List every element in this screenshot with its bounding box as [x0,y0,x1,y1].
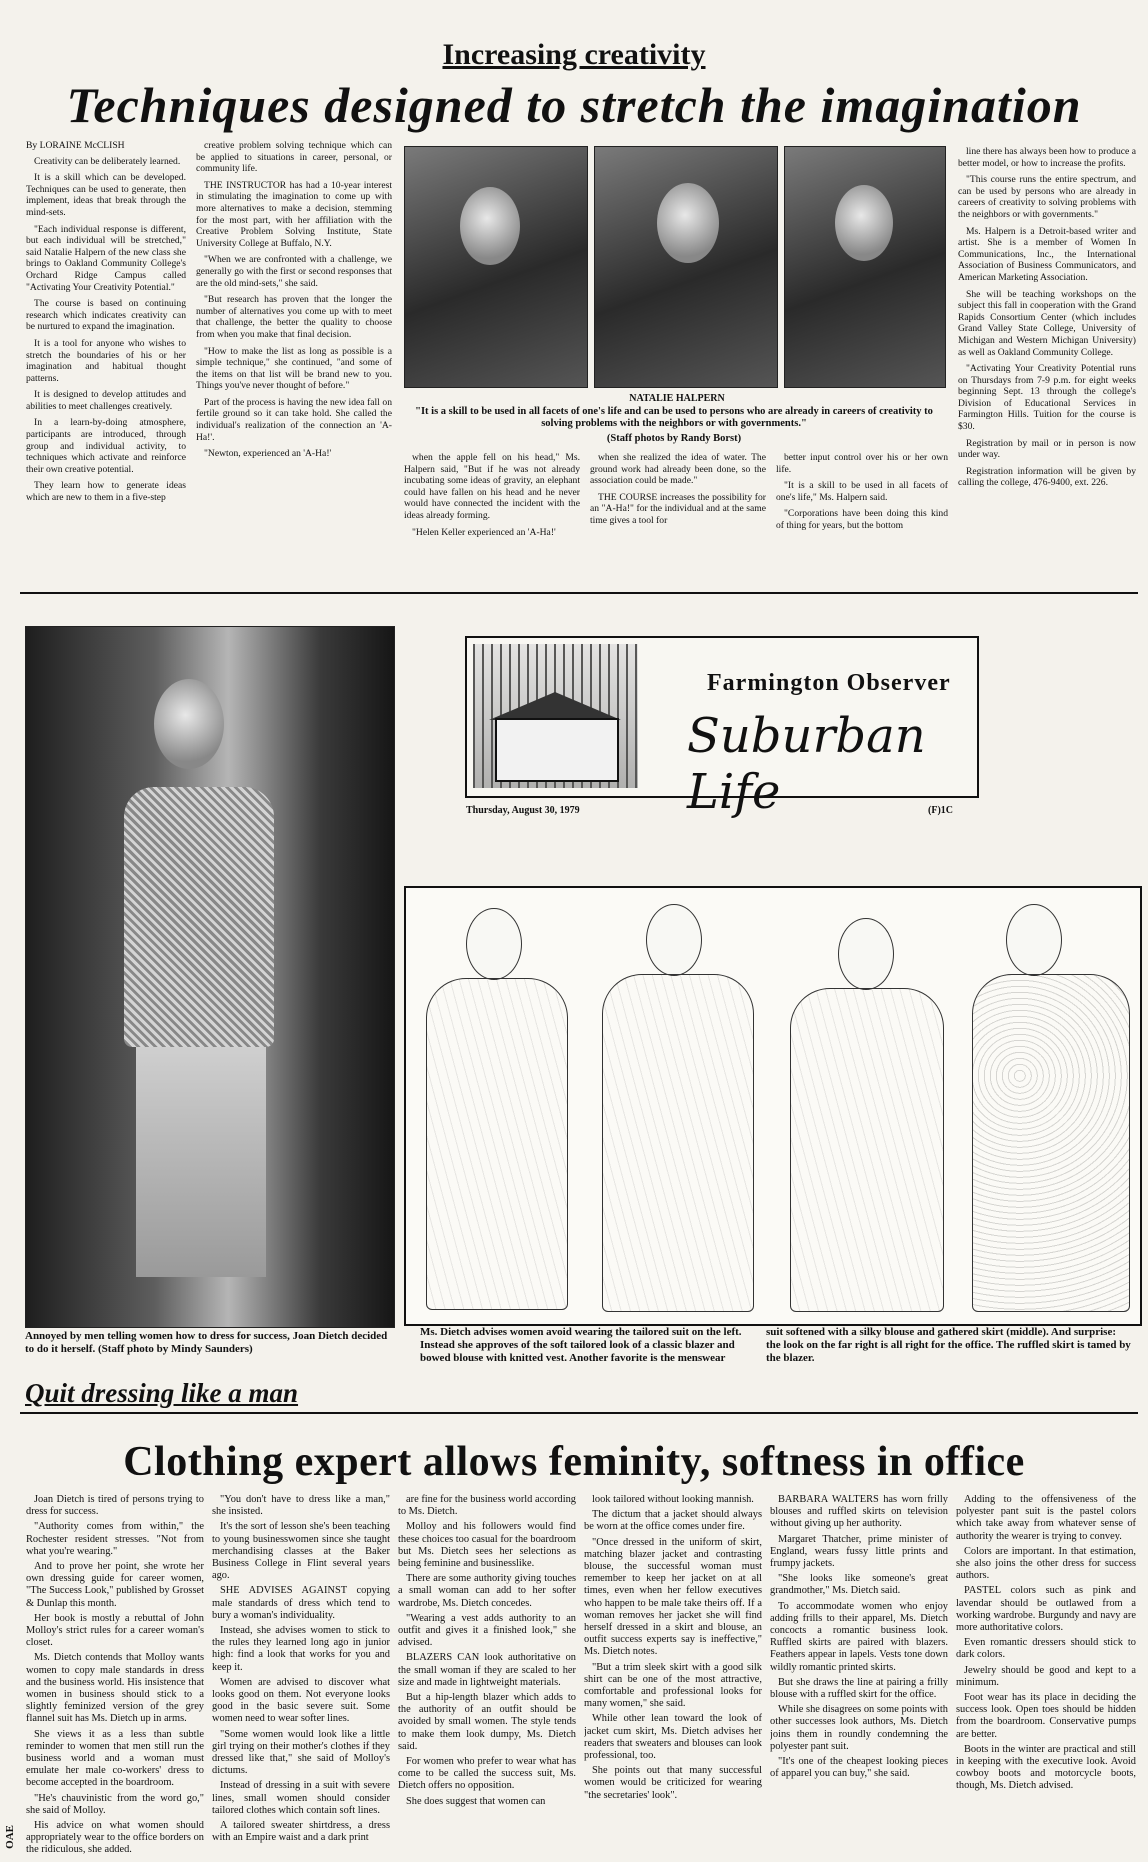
figure-tailored-suit [426,978,568,1310]
paragraph: For women who prefer to wear what has come to be called the success suit, Ms. Dietch offers no opposition. [398,1756,576,1792]
margin-mark: OAE [4,1825,16,1849]
paragraph: "You don't have to dress like a man," she insisted. [212,1494,390,1518]
newspaper-name: Farmington Observer [707,670,951,696]
paragraph: Foot wear has its place in deciding the success look. Open toes should be hidden from the boardroom. Conservative pumps are better. [956,1692,1136,1740]
paragraph: Boots in the winter are practical and still in keeping with the executive look. Avoid cowboy boots and motorcycle boots, though, Ms. Dietch advised. [956,1743,1136,1792]
article-col-3 [404,452,580,582]
section-divider [20,592,1138,594]
paragraph: To accommodate women who enjoy adding frills to their apparel, Ms. Dietch concocts a romantic business look. Ruffled skirts are paired with blazers. Feathers appear in lapels. Vests tone down wildly romantic printed skirts. [770,1600,948,1673]
photo-caption: "It is a skill to be used in all facets of one's life and can be used to persons who are already in careers of creativity to solving problems with the neighbors or with governments." [415,406,933,429]
paragraph: Ms. Dietch contends that Molloy wants women to copy male standards in dress and the business world. His insistence that women in business should stick to a slightly feminized version of the grey flannel suit has Ms. Dietch up in arms. [26,1652,204,1725]
photo-credit: (Staff photos by Randy Borst) [606,433,742,444]
paragraph: Colors are important. In that estimation, she also joins the other dress for success authors. [956,1545,1136,1582]
paragraph: But a hip-length blazer which adds to the authority of an outfit should be avoided by small women. The style tends to make them look dumpy, Ms. Dietch said. [398,1692,576,1752]
paragraph: when the apple fell on his head," Ms. Halpern said, "But if he was not already incubating some ideas of gravity, an elephant could have fallen on his head and he never would have connected the incident with the ideas already forming. [404,452,580,521]
paragraph: look tailored without looking mannish. [592,1494,754,1505]
halpern-photo-3 [784,146,946,388]
section-name: Suburban Life [687,708,926,820]
story2-col-6 [956,1494,1136,1856]
paragraph: Instead, she advises women to stick to the rules they learned long ago in junior high: find a look that works for you and keep it. [212,1625,390,1673]
paragraph: It is a tool for anyone who wishes to stretch the boundaries of his or her imagination and habitual thought patterns. [26,337,186,384]
paragraph: Instead of dressing in a suit with severe lines, small women should consider tailored clothes which contain soft lines. [212,1780,390,1816]
paragraph: "Helen Keller experienced an 'A-Ha!' [412,526,556,538]
paragraph: "Each individual response is different, but each individual will be stretched," said Natalie Halpern of the new class she brings to Oakland Community College's Orchard Ridge Campus called "Activating Your Creativity Potential." [26,223,186,293]
paragraph: It's the sort of lesson she's been teaching to young businesswomen since she taught merchandising classes at the Baker Business College in Flint several years ago. [212,1521,390,1582]
paragraph: The course is based on continuing research which indicates creativity can be nurtured to expand the imagination. [26,298,186,333]
figure-menswear-suit [790,988,944,1312]
figure-blazer-bowed-blouse [602,974,754,1312]
paragraph: "She looks like someone's great grandmother," Ms. Dietch said. [770,1573,948,1597]
paragraph: "He's chauvinistic from the word go," she said of Molloy. [26,1792,204,1816]
figure-ruffled-skirt [972,974,1130,1312]
paragraph: "Authority comes from within," the Rochester resident stresses. "Not from what you're wearing." [26,1521,204,1557]
paragraph: "It's one of the cheapest looking pieces of apparel you can buy," she said. [770,1756,948,1780]
headline-top: Techniques designed to stretch the imagination [66,77,1082,133]
paragraph: In a learn-by-doing atmosphere, participants are introduced, through group and individual activity, to techniques which activate and reinforce their own creative potential. [26,417,186,475]
fashion-illustrations [404,886,1142,1326]
paragraph: Creativity can be deliberately learned. [34,155,181,167]
paragraph: SHE ADVISES AGAINST copying male standards of dress which tend to bury a woman's individuality. [212,1585,390,1621]
paragraph: She views it as a less than subtle reminder to women that men still run the business world and a woman must emulate her male co-workers' dress to become accepted in the boardroom. [26,1728,204,1789]
paragraph: The dictum that a jacket should always be worn at the office comes under fire. [584,1509,762,1533]
paragraph: There are some authority giving touches a small woman can add to her softer wardrobe, Ms. Dietch concedes. [398,1573,576,1609]
paragraph: "But research has proven that the longer the number of alternatives you come up with to meet that challenge, the better the quality to choose from when you make that final decision. [196,294,392,340]
second-divider [20,1412,1138,1414]
paragraph: "This course runs the entire spectrum, and can be used by persons who are already in careers of creativity to solving problems with the neighbors or with governments." [958,174,1136,220]
paragraph: Part of the process is having the new idea fall on fertile ground so it can take hold. She called the individual's realization of the connection an 'A-Ha!'. [196,396,392,443]
paragraph: PASTEL colors such as pink and lavendar should be outlawed from a working wardrobe. Burgundy and navy are more authoritative colors. [956,1585,1136,1634]
paragraph: Even romantic dressers should stick to dark colors. [956,1637,1136,1661]
paragraph: She does suggest that women can [406,1795,546,1807]
paragraph: "Once dressed in the uniform of skirt, matching blazer jacket and contrasting blouse, the successful woman must remember to keep her jacket on at all times, even when her fellow executives who happen to be male take theirs off. If a woman removes her jacket she will find herself dressed in a skirt and blouse, an outfit success experts say is ineffective," Ms. Dietch notes. [584,1536,762,1658]
paragraph: Ms. Halpern is a Detroit-based writer and artist. She is a member of Women In Communications, Inc., the International Association of Business Communicators, and American Marketing Association. [958,225,1136,283]
paragraph: BLAZERS CAN look authoritative on the small woman if they are scaled to her size and made in lightweight materials. [398,1652,576,1688]
paragraph: better input control over his or her own life. [776,452,948,475]
story2-col-3 [398,1494,576,1856]
paragraph: She will be teaching workshops on the subject this fall in cooperation with the Grand Rapids Consortium Center (which includes Grand Valley State College, University of Michigan and Western Michigan University) as well as Oakland Community College. [958,288,1136,358]
paragraph: "It is a skill to be used in all facets of one's life," Ms. Halpern said. [776,480,948,503]
halpern-photo-2 [594,146,778,388]
halpern-photo-1 [404,146,588,388]
paragraph: BARBARA WALTERS has worn frilly blouses and ruffled skirts on television without giving up her authority. [770,1494,948,1530]
paragraph: While other lean toward the look of jacket cum skirt, Ms. Dietch advises her readers that sweaters and blouses can look professional, too. [584,1713,762,1762]
paragraph: THE COURSE increases the possibility for an "A-Ha!" for the individual and at the same time gives a tool for [590,491,766,526]
paragraph: "Some women would look like a little girl trying on their mother's clothes if they dressed like that," she said of Molloy's dictums. [212,1728,390,1777]
kicker-top: Increasing creativity [442,38,706,71]
paragraph: It is designed to develop attitudes and abilities to meet challenges creatively. [26,389,186,412]
paragraph: A tailored sweater shirtdress, a dress with an Empire waist and a dark print [212,1820,390,1844]
story2-col-2 [212,1494,390,1856]
paragraph: His advice on what women should appropriately wear to the office borders on the ridiculous, she added. [26,1820,204,1856]
paragraph: "How to make the list as long as possible is a simple technique," she continued, "and some of the items on that list will be brand new to you. Things you've never thought of before." [196,345,392,392]
article-col-2 [196,140,392,580]
story2-col-1 [26,1494,204,1856]
paragraph: Registration information will be given by calling the college, 476-9400, ext. 226. [958,465,1136,489]
paragraph: Joan Dietch is tired of persons trying to dress for success. [26,1494,204,1518]
story2-col-4 [584,1494,762,1856]
paragraph: "Newton, experienced an 'A-Ha!' [204,448,332,460]
article-col-1 [26,140,186,580]
paragraph: Her book is mostly a rebuttal of John Molloy's strict rules for a career woman's closet. [26,1612,204,1649]
dietch-photo-caption: Annoyed by men telling women how to dress for success, Joan Dietch decided to do it herself. (Staff photo by Mindy Saunders) [25,1330,388,1355]
headline-second: Clothing expert allows feminity, softness in office [123,1439,1025,1485]
paragraph: And to prove her point, she wrote her own dressing guide for career women, "The Success Look," published by Grosset & Dunlap this month. [26,1561,204,1609]
story2-col-5 [770,1494,948,1856]
paragraph: Adding to the offensiveness of the polyester pant suit is the pastel colors which take away from whatever sense of authority the wearer is trying to convey. [956,1494,1136,1542]
paragraph: She points out that many successful women would be criticized for wearing "the secretaries' look". [584,1765,762,1801]
illustration-caption-left: Ms. Dietch advises women avoid wearing the tailored suit on the left. Instead she approves of the soft tailored look of a classic blazer and bowed blouse with knitted vest. Another favorite is the menswear [420,1326,742,1364]
photo-name: NATALIE HALPERN [629,393,725,404]
kicker-second: Quit dressing like a man [25,1378,299,1408]
paragraph: "Wearing a vest adds authority to an outfit and gives it a finished look," she advised. [398,1612,576,1649]
paragraph: Margaret Thatcher, prime minister of England, wears fussy little prints and frumpy jackets. [770,1533,948,1570]
paragraph: Women are advised to discover what looks good on them. Not everyone looks good in the basic severe suit. Some women need to wear softer lines. [212,1676,390,1725]
paragraph: Jewelry should be good and kept to a minimum. [956,1664,1136,1688]
paragraph: are fine for the business world according to Ms. Dietch. [398,1494,576,1518]
page-number: (F)1C [928,805,953,816]
house-illustration [495,718,619,782]
paragraph: "When we are confronted with a challenge, we generally go with the first or second responses that are the old mind-sets," she said. [196,254,392,289]
paragraph: While she disagrees on some points with other successes look authors, Ms. Dietch joins them in roundly condemning the polyester pant suit. [770,1704,948,1752]
illustration-caption-right: suit softened with a silky blouse and gathered skirt (middle). And surprise: the look on the far right is all right for the office. The ruffled skirt is tamed by the blazer. [766,1326,1131,1364]
paragraph: Molloy and his followers would find these choices too casual for the boardroom but Ms. Dietch sees her selections as being feminine and businesslike. [398,1521,576,1570]
article-col-5 [776,452,948,582]
paragraph: "But a trim sleek skirt with a good silk shirt can be one of the most attractive, comfortable and professional looks for many women," she said. [584,1661,762,1710]
paragraph: THE INSTRUCTOR has had a 10-year interest in stimulating the imagination to come up with more alternatives to make a decision, stemming for the most part, with her affiliation with the Creative Problem Solving Institute, State University College at Buffalo, N.Y. [196,179,392,249]
paragraph: "Corporations have been doing this kind of thing for years, but the bottom [776,508,948,531]
paragraph: creative problem solving technique which can be applied to situations in career, personal, or community life. [196,140,392,175]
paragraph: They learn how to generate ideas which are new to them in a five-step [26,480,186,504]
article-col-4 [590,452,766,582]
paragraph: Registration by mail or in person is now under way. [958,437,1136,461]
house-roof [489,692,621,720]
article-col-6 [958,146,1136,582]
paragraph: It is a skill which can be developed. Techniques can be used to generate, then implement, ideas that break through the mind-sets. [26,172,186,218]
paragraph: line there has always been how to produce a better model, or how to increase the profits. [958,146,1136,169]
dietch-photo [25,626,395,1328]
byline: By LORAINE McCLISH [26,140,125,151]
issue-date: Thursday, August 30, 1979 [466,805,580,816]
paragraph: when she realized the idea of water. The ground work had already been done, so the association could be made." [590,452,766,487]
paragraph: "Activating Your Creativity Potential runs on Thursdays from 7-9 p.m. for eight weeks beginning Sept. 13 through the college's Division of Educational Services in Farmington Hills. Tuition for the course is $30. [958,363,1136,433]
paragraph: But she draws the line at pairing a frilly blouse with a ruffled skirt for the office. [770,1676,948,1701]
